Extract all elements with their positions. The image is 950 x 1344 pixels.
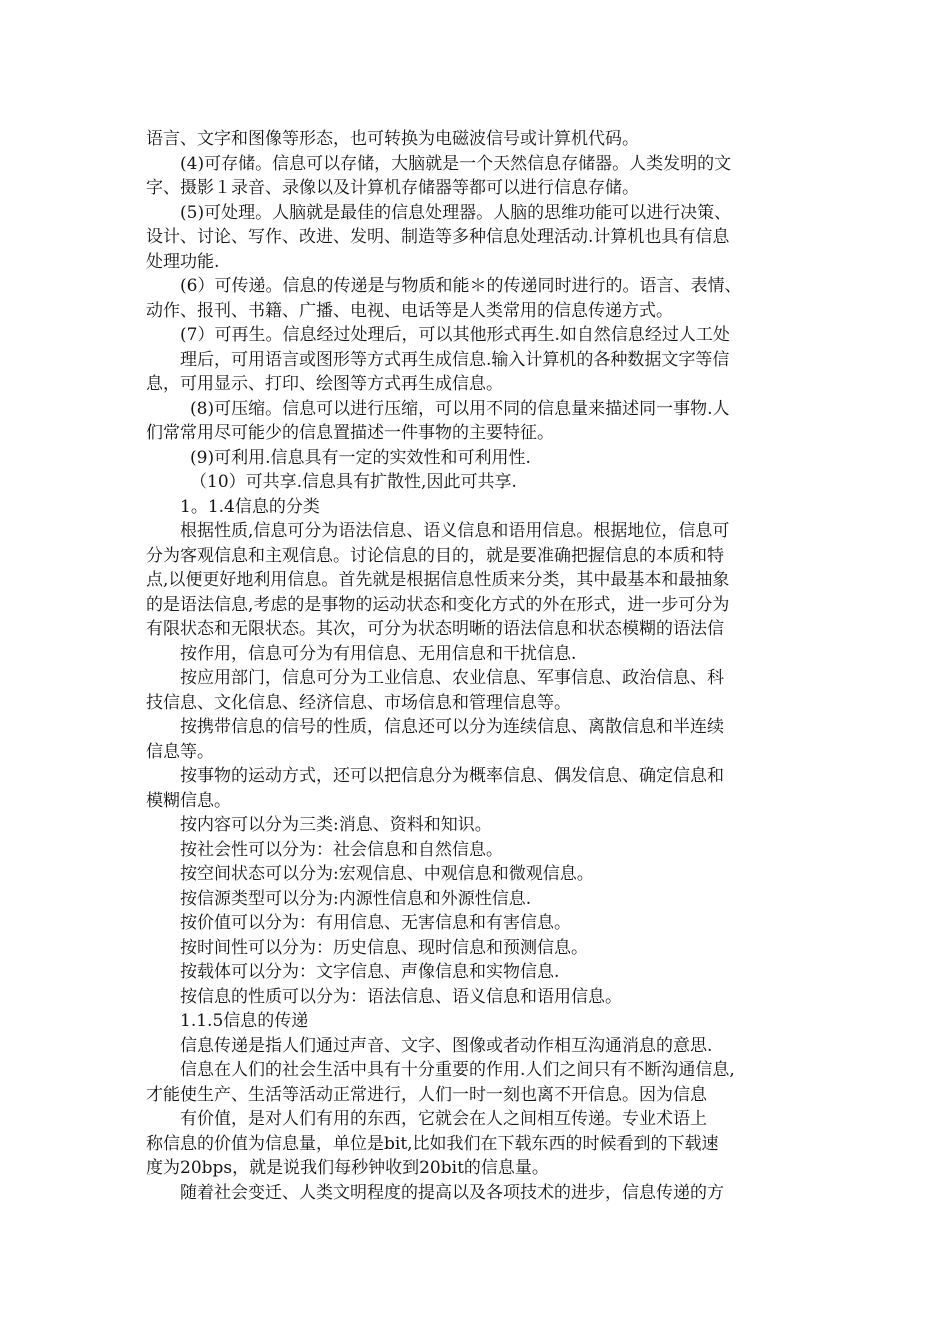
text-line: (4)可存储。信息可以存储，大脑就是一个天然信息存储器。人类发明的文 (180, 153, 732, 174)
text-line: 动作、报刊、书籍、广播、电视、电话等是人类常用的信息传递方式。 (146, 300, 673, 321)
text-line: 信息传递是指人们通过声音、文字、图像或者动作相互沟通消息的意思. (180, 1035, 713, 1056)
text-line: （10）可共享.信息具有扩散性,因此可共享. (190, 472, 517, 492)
text-line: 按空间状态可以分为:宏观信息、中观信息和微观信息。 (180, 864, 594, 884)
text-line: 有限状态和无限状态。其次，可分为状态明晰的语法信息和状态模糊的语法信 (146, 619, 724, 639)
text-line: 息，可用显示、打印、绘图等方式再生成信息。 (146, 374, 503, 394)
text-line: 理后，可用语言或图形等方式再生成信息.输入计算机的各种数据文字等信 (180, 349, 730, 370)
text-line: 语言、文字和图像等形态，也可转换为电磁波信号或计算机代码。 (146, 129, 639, 149)
text-line: (9)可利用.信息具有一定的实效性和可利用性. (190, 447, 531, 468)
text-line: 分为客观信息和主观信息。讨论信息的目的，就是要准确把握信息的本质和特 (146, 545, 724, 566)
text-line: 按内容可以分为三类:消息、资料和知识。 (180, 815, 492, 835)
text-line: (5)可处理。人脑就是最佳的信息处理器。人脑的思维功能可以进行决策、 (180, 202, 732, 223)
text-line: 按作用，信息可分为有用信息、无用信息和干扰信息. (180, 643, 577, 664)
text-line: 根据性质,信息可分为语法信息、语义信息和语用信息。根据地位，信息可 (180, 521, 730, 541)
document-body (146, 127, 811, 1205)
text-line: 才能使生产、生活等活动正常进行，人们一时一刻也离不开信息。因为信息 (146, 1084, 707, 1105)
text-line: 点,以便更好地利用信息。首先就是根据信息性质来分类，其中最基本和最抽象 (146, 570, 730, 590)
text-line: 字、摄影１录音、录像以及计算机存储器等都可以进行信息存储。 (146, 178, 639, 198)
text-line: 按信息的性质可以分为：语法信息、语义信息和语用信息。 (180, 986, 622, 1007)
text-line: 有价值，是对人们有用的东西，它就会在人之间相互传递。专业术语上 (180, 1109, 707, 1129)
text-line: 信息等。 (146, 741, 214, 762)
text-line: 按时间性可以分为：历史信息、现时信息和预测信息。 (180, 937, 588, 958)
text-line: (6）可传递。信息的传递是与物质和能＊的传递同时进行的。语言、表情、 (180, 276, 742, 296)
text-line: 处理功能. (146, 251, 220, 272)
text-line: 1。1.4信息的分类 (180, 496, 320, 517)
text-line: 度为20bps，就是说我们每秒钟收到20bit的信息量。 (146, 1158, 549, 1178)
text-line: 模糊信息。 (146, 790, 231, 811)
text-line: 的是语法信息,考虑的是事物的运动状态和变化方式的外在形式，进一步可分为 (146, 594, 730, 615)
text-line: 信息在人们的社会生活中具有十分重要的作用.人们之间只有不断沟通信息, (180, 1060, 735, 1080)
text-line: (7）可再生。信息经过处理后，可以其他形式再生.如自然信息经过人工处 (180, 325, 730, 345)
text-line: 按携带信息的信号的性质，信息还可以分为连续信息、离散信息和半连续 (180, 717, 724, 737)
text-line: 1.1.5信息的传递 (180, 1011, 309, 1031)
text-line: 按社会性可以分为：社会信息和自然信息。 (180, 839, 503, 860)
text-line: 按载体可以分为：文字信息、声像信息和实物信息. (180, 962, 560, 982)
text-line: 随着社会变迁、人类文明程度的提高以及各项技术的进步，信息传递的方 (180, 1182, 724, 1203)
text-line: 技信息、文化信息、经济信息、市场信息和管理信息等。 (146, 692, 571, 713)
text-line: 按价值可以分为：有用信息、无害信息和有害信息。 (180, 913, 571, 933)
text-line: 按事物的运动方式，还可以把信息分为概率信息、偶发信息、确定信息和 (180, 766, 724, 786)
text-line: 设计、讨论、写作、改进、发明、制造等多种信息处理活动.计算机也具有信息 (146, 227, 730, 247)
text-line: (8)可压缩。信息可以进行压缩，可以用不同的信息量来描述同一事物.人 (190, 398, 730, 419)
text-line: 称信息的价值为信息量，单位是bit,比如我们在下载东西的时候看到的下载速 (146, 1133, 719, 1154)
text-line: 们常常用尽可能少的信息置描述一件事物的主要特征。 (146, 423, 554, 443)
text-line: 按应用部门，信息可分为工业信息、农业信息、军事信息、政治信息、科 (180, 668, 724, 688)
text-line: 按信源类型可以分为:内源性信息和外源性信息. (180, 888, 532, 909)
